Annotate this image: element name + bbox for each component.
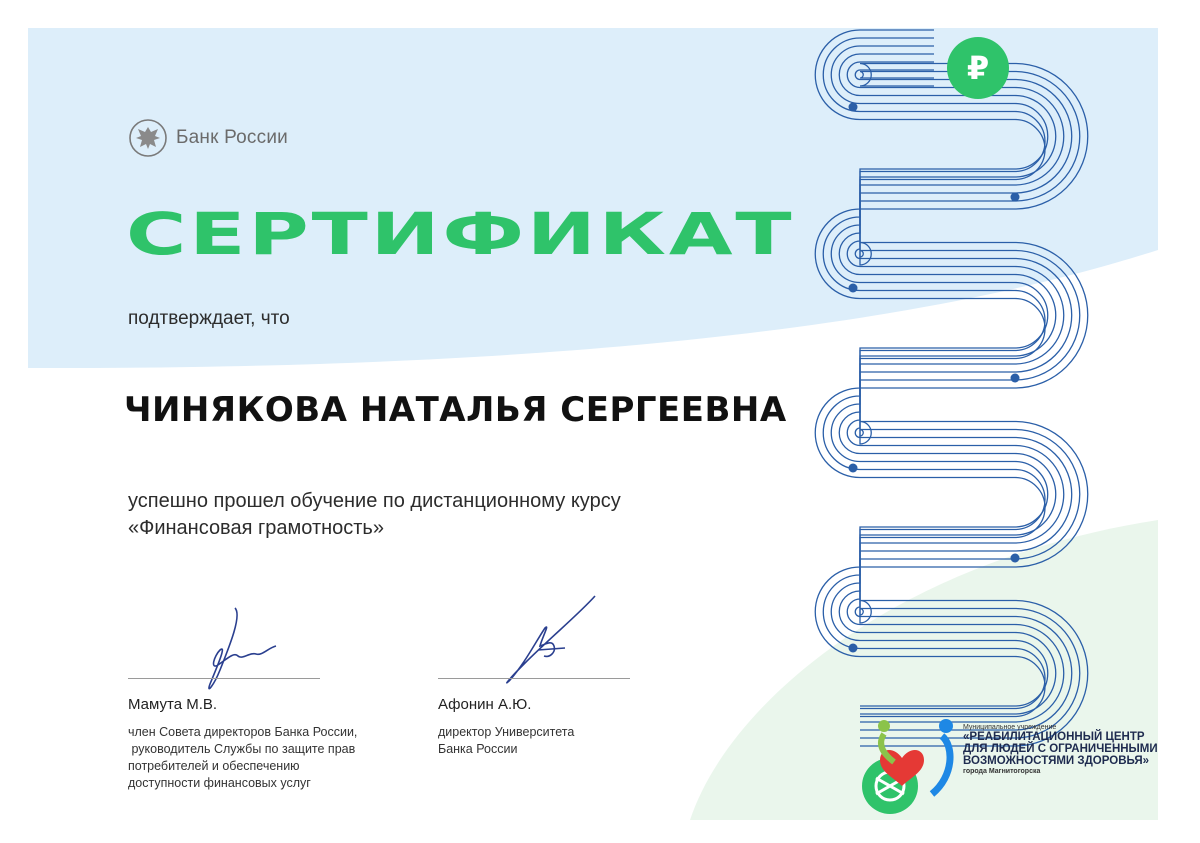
role-line: руководитель Службы по защите прав (128, 742, 356, 756)
meander-dot (849, 103, 858, 112)
role-line: член Совета директоров Банка России, (128, 725, 358, 739)
rehab-subtitle: Муниципальное учреждение (963, 724, 1057, 731)
bank-name: Банк России (176, 127, 288, 148)
meander-dot (1011, 554, 1020, 563)
meander-dot (849, 284, 858, 293)
meander-dot (849, 464, 858, 473)
role-line: директор Университета (438, 725, 575, 739)
rehab-center-emblem (858, 716, 962, 816)
confirms-text: подтверждает, что (128, 308, 290, 329)
role-line: потребителей и обеспечению (128, 759, 300, 773)
role-line: доступности финансовых услуг (128, 776, 311, 790)
certificate-title: СЕРТИФИКАТ (126, 200, 795, 268)
double-headed-eagle-icon (128, 118, 168, 158)
signatory-1-name: Мамута М.В. (128, 696, 218, 713)
rehab-city: города Магнитогорска (963, 767, 1041, 775)
ruble-icon: ₽ (947, 37, 1009, 99)
signature-line-1 (128, 678, 320, 679)
signatory-1-role (128, 724, 357, 792)
signature-1 (190, 600, 290, 700)
signatory-2-name: Афонин А.Ю. (438, 696, 532, 713)
signature-line-2 (438, 678, 630, 679)
meander-dot (1011, 374, 1020, 383)
rehab-title-line: ВОЗМОЖНОСТЯМИ ЗДОРОВЬЯ» (963, 755, 1149, 768)
course-completion-text (128, 488, 621, 542)
course-name: «Финансовая грамотность» (128, 517, 384, 539)
meander-dot (1011, 193, 1020, 202)
rehab-title-line: «РЕАБИЛИТАЦИОННЫЙ ЦЕНТР (963, 731, 1145, 744)
bank-logo (128, 118, 288, 158)
rehab-center-text (963, 724, 1158, 775)
role-line: Банка России (438, 742, 518, 756)
meander-dot (849, 644, 858, 653)
signatory-2-role (438, 724, 574, 758)
completion-line: успешно прошел обучение по дистанционному курсу (128, 490, 621, 512)
signature-2 (480, 588, 610, 698)
recipient-name: ЧИНЯКОВА НАТАЛЬЯ СЕРГЕЕВНА (124, 390, 787, 430)
rehab-title-line: ДЛЯ ЛЮДЕЙ С ОГРАНИЧЕННЫМИ (963, 743, 1158, 756)
